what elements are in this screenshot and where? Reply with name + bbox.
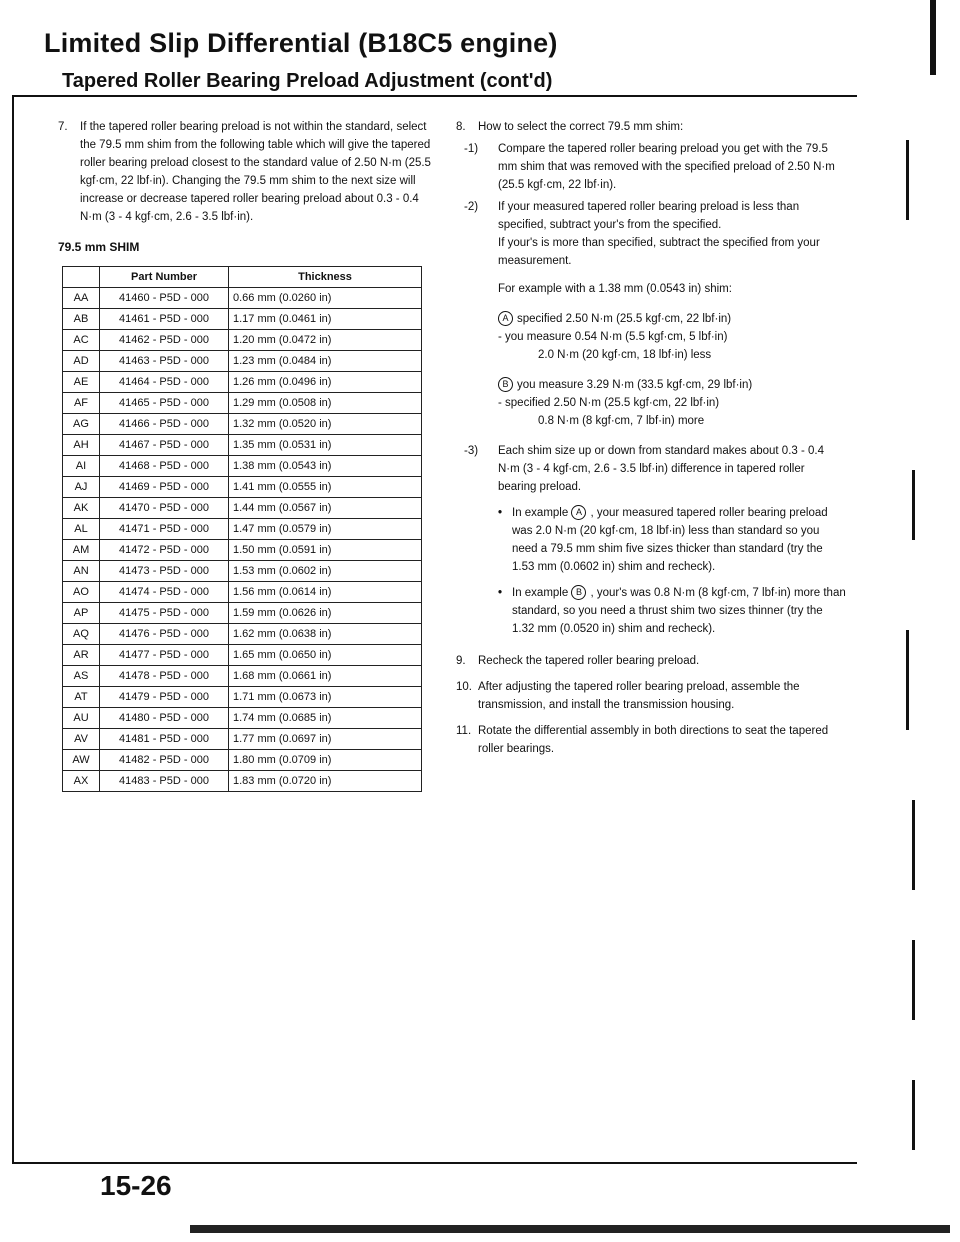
margin-mark: [912, 470, 915, 540]
part-number-cell: 41480 - P5D - 000: [100, 708, 229, 729]
part-number-cell: 41473 - P5D - 000: [100, 561, 229, 582]
part-number-cell: 41477 - P5D - 000: [100, 645, 229, 666]
part-number-cell: 41463 - P5D - 000: [100, 351, 229, 372]
thickness-cell: 1.68 mm (0.0661 in): [229, 666, 422, 687]
table-row: [63, 435, 422, 456]
shim-code-cell: AN: [63, 561, 100, 582]
page-number: 15-26: [100, 1170, 172, 1201]
substep-2: [464, 198, 846, 430]
thickness-cell: 1.74 mm (0.0685 in): [229, 708, 422, 729]
substep-1: [464, 140, 846, 194]
part-number-cell: 41465 - P5D - 000: [100, 393, 229, 414]
part-number-cell: 41468 - P5D - 000: [100, 456, 229, 477]
part-number-cell: 41475 - P5D - 000: [100, 603, 229, 624]
example-intro: For example with a 1.38 mm (0.0543 in) shim:: [498, 283, 732, 295]
shim-code-cell: AT: [63, 687, 100, 708]
thickness-cell: 1.65 mm (0.0650 in): [229, 645, 422, 666]
shim-code-cell: AP: [63, 603, 100, 624]
thickness-cell: 1.17 mm (0.0461 in): [229, 309, 422, 330]
step-8: [456, 118, 846, 136]
part-number-cell: 41476 - P5D - 000: [100, 624, 229, 645]
circle-b-icon: B: [571, 585, 586, 600]
shim-code-cell: AC: [63, 330, 100, 351]
right-column: [456, 118, 846, 766]
step-number: 9.: [456, 655, 466, 667]
thickness-cell: 1.77 mm (0.0697 in): [229, 729, 422, 750]
example-result: 2.0 N·m (20 kgf·cm, 18 lbf·in) less: [538, 349, 712, 361]
table-row: [63, 645, 422, 666]
circle-b-icon: B: [498, 377, 513, 392]
left-column: [58, 118, 438, 792]
shim-code-cell: AI: [63, 456, 100, 477]
margin-mark: [912, 940, 915, 1020]
step-text: If the tapered roller bearing preload is not within the standard, select the 79.5 mm shim from the following table which will give the tapered roller bearing preload closest to the standard value of 2.50 N·m (25.5 kgf·cm, 22 lbf·in). Changing the 79.5 mm shim to the next size will increase or decrease tapered roller bearing preload about 0.3 - 0.4 N·m (3 - 4 kgf·cm, 2.6 - 3.5 lbf·in).: [80, 121, 431, 223]
bullet-text: In example: [512, 507, 569, 519]
table-row: [63, 498, 422, 519]
shim-code-cell: AD: [63, 351, 100, 372]
shim-code-cell: AJ: [63, 477, 100, 498]
step-text: How to select the correct 79.5 mm shim:: [478, 121, 684, 133]
table-heading: 79.5 mm SHIM: [58, 240, 140, 254]
substep-text: Compare the tapered roller bearing preload you get with the 79.5 mm shim that was removed with the specified preload of 2.50 N·m (25.5 kgf·cm, 22 lbf·in).: [498, 143, 835, 191]
table-row: [63, 750, 422, 771]
bullet-text: , your's was 0.8 N·m (8 kgf·cm, 7 lbf·in) more than standard, so you need a thrust shim two sizes thinner (try the 1.32 mm (0.0520 in) shim and recheck).: [512, 587, 846, 635]
step-text: Recheck the tapered roller bearing preload.: [478, 655, 700, 667]
table-body: [63, 288, 422, 792]
part-number-header: Part Number: [100, 267, 229, 288]
shim-code-cell: AA: [63, 288, 100, 309]
part-number-cell: 41469 - P5D - 000: [100, 477, 229, 498]
footer-bar: [190, 1225, 950, 1233]
part-number-cell: 41478 - P5D - 000: [100, 666, 229, 687]
table-row: [63, 330, 422, 351]
example-line: specified 2.50 N·m (25.5 kgf·cm, 22 lbf·in): [517, 313, 732, 325]
margin-mark: [906, 140, 909, 220]
part-number-cell: 41467 - P5D - 000: [100, 435, 229, 456]
table-row: [63, 540, 422, 561]
thickness-cell: 1.44 mm (0.0567 in): [229, 498, 422, 519]
thickness-cell: 1.20 mm (0.0472 in): [229, 330, 422, 351]
table-row: [63, 372, 422, 393]
thickness-cell: 1.35 mm (0.0531 in): [229, 435, 422, 456]
part-number-cell: 41462 - P5D - 000: [100, 330, 229, 351]
part-number-cell: 41464 - P5D - 000: [100, 372, 229, 393]
step-9: [456, 652, 846, 670]
substep-3: [464, 442, 846, 638]
table-row: [63, 687, 422, 708]
substep-number: -2): [464, 201, 479, 213]
shim-table: [62, 266, 422, 792]
thickness-cell: 1.71 mm (0.0673 in): [229, 687, 422, 708]
frame-left-rule: [12, 95, 14, 1163]
step-text: After adjusting the tapered roller bearing preload, assemble the transmission, and install the transmission housing.: [478, 681, 800, 711]
bullet-text: , your measured tapered roller bearing preload was 2.0 N·m (20 kgf·cm, 18 lbf·in) less than standard so you need a 79.5 mm shim five sizes thicker than standard (try the 1.53 mm (0.0602 in) shim and recheck).: [512, 507, 828, 573]
table-row: [63, 351, 422, 372]
table-row: [63, 666, 422, 687]
frame-bottom-rule: [12, 1162, 857, 1164]
step-number: 10.: [456, 681, 472, 693]
example-line: you measure 3.29 N·m (33.5 kgf·cm, 29 lbf·in): [517, 379, 753, 391]
thickness-cell: 1.38 mm (0.0543 in): [229, 456, 422, 477]
table-row: [63, 771, 422, 792]
shim-code-cell: AS: [63, 666, 100, 687]
substep-text: Each shim size up or down from standard makes about 0.3 - 0.4 N·m (3 - 4 kgf·cm, 2.6 - 3.5 lbf·in) difference in tapered roller bearing preload.: [498, 445, 824, 493]
thickness-cell: 1.41 mm (0.0555 in): [229, 477, 422, 498]
part-number-cell: 41479 - P5D - 000: [100, 687, 229, 708]
step-number: 7.: [58, 121, 68, 133]
shim-code-cell: AE: [63, 372, 100, 393]
shim-code-cell: AB: [63, 309, 100, 330]
step-10: [456, 678, 846, 714]
example-a: [498, 310, 846, 364]
thickness-cell: 1.80 mm (0.0709 in): [229, 750, 422, 771]
bullet-icon: •: [498, 507, 503, 519]
step-number: 11.: [456, 725, 472, 737]
example-line: - specified 2.50 N·m (25.5 kgf·cm, 22 lbf·in): [498, 397, 720, 409]
shim-code-cell: AK: [63, 498, 100, 519]
margin-bar: [930, 0, 936, 75]
bullet-text: In example: [512, 587, 569, 599]
part-number-cell: 41461 - P5D - 000: [100, 309, 229, 330]
table-header-row: [63, 267, 422, 288]
shim-code-cell: AQ: [63, 624, 100, 645]
table-row: [63, 582, 422, 603]
shim-code-cell: AG: [63, 414, 100, 435]
page-title: Limited Slip Differential (B18C5 engine): [44, 28, 558, 58]
step-number: 8.: [456, 121, 466, 133]
table-row: [63, 708, 422, 729]
thickness-cell: 1.32 mm (0.0520 in): [229, 414, 422, 435]
margin-mark: [912, 1080, 915, 1150]
thickness-cell: 1.23 mm (0.0484 in): [229, 351, 422, 372]
margin-mark: [906, 630, 909, 730]
code-header: [63, 267, 100, 288]
table-row: [63, 561, 422, 582]
substep-text: If your measured tapered roller bearing preload is less than specified, subtract your's from the specified.: [498, 201, 800, 231]
table-row: [63, 603, 422, 624]
table-row: [63, 624, 422, 645]
thickness-cell: 1.47 mm (0.0579 in): [229, 519, 422, 540]
bullet-b: [498, 584, 846, 638]
step-text: Rotate the differential assembly in both directions to seat the tapered roller bearings.: [478, 725, 829, 755]
thickness-cell: 1.26 mm (0.0496 in): [229, 372, 422, 393]
circle-a-icon: A: [571, 505, 586, 520]
part-number-cell: 41483 - P5D - 000: [100, 771, 229, 792]
thickness-cell: 1.53 mm (0.0602 in): [229, 561, 422, 582]
example-result: 0.8 N·m (8 kgf·cm, 7 lbf·in) more: [538, 415, 705, 427]
thickness-header: Thickness: [229, 267, 422, 288]
substep-number: -3): [464, 445, 479, 457]
part-number-cell: 41470 - P5D - 000: [100, 498, 229, 519]
part-number-cell: 41474 - P5D - 000: [100, 582, 229, 603]
thickness-cell: 1.83 mm (0.0720 in): [229, 771, 422, 792]
thickness-cell: 1.29 mm (0.0508 in): [229, 393, 422, 414]
shim-code-cell: AU: [63, 708, 100, 729]
part-number-cell: 41482 - P5D - 000: [100, 750, 229, 771]
shim-code-cell: AL: [63, 519, 100, 540]
shim-code-cell: AF: [63, 393, 100, 414]
shim-code-cell: AW: [63, 750, 100, 771]
table-row: [63, 414, 422, 435]
part-number-cell: 41481 - P5D - 000: [100, 729, 229, 750]
substep-text: If your's is more than specified, subtract the specified from your measurement.: [498, 237, 820, 267]
example-line: - you measure 0.54 N·m (5.5 kgf·cm, 5 lbf·in): [498, 331, 728, 343]
circle-a-icon: A: [498, 311, 513, 326]
shim-code-cell: AV: [63, 729, 100, 750]
bullet-a: [498, 504, 846, 576]
step-7: [58, 118, 438, 226]
thickness-cell: 0.66 mm (0.0260 in): [229, 288, 422, 309]
thickness-cell: 1.50 mm (0.0591 in): [229, 540, 422, 561]
table-row: [63, 519, 422, 540]
shim-code-cell: AR: [63, 645, 100, 666]
example-b: [498, 376, 846, 430]
substep-number: -1): [464, 143, 479, 155]
shim-code-cell: AH: [63, 435, 100, 456]
thickness-cell: 1.56 mm (0.0614 in): [229, 582, 422, 603]
shim-code-cell: AX: [63, 771, 100, 792]
table-row: [63, 477, 422, 498]
table-row: [63, 288, 422, 309]
table-row: [63, 729, 422, 750]
frame-top-rule: [12, 95, 857, 97]
shim-code-cell: AO: [63, 582, 100, 603]
step-11: [456, 722, 846, 758]
shim-code-cell: AM: [63, 540, 100, 561]
section-subtitle: Tapered Roller Bearing Preload Adjustment (cont'd): [62, 70, 553, 92]
margin-mark: [912, 800, 915, 890]
part-number-cell: 41460 - P5D - 000: [100, 288, 229, 309]
part-number-cell: 41466 - P5D - 000: [100, 414, 229, 435]
table-row: [63, 456, 422, 477]
table-row: [63, 393, 422, 414]
part-number-cell: 41472 - P5D - 000: [100, 540, 229, 561]
table-row: [63, 309, 422, 330]
part-number-cell: 41471 - P5D - 000: [100, 519, 229, 540]
thickness-cell: 1.62 mm (0.0638 in): [229, 624, 422, 645]
bullet-icon: •: [498, 587, 503, 599]
thickness-cell: 1.59 mm (0.0626 in): [229, 603, 422, 624]
